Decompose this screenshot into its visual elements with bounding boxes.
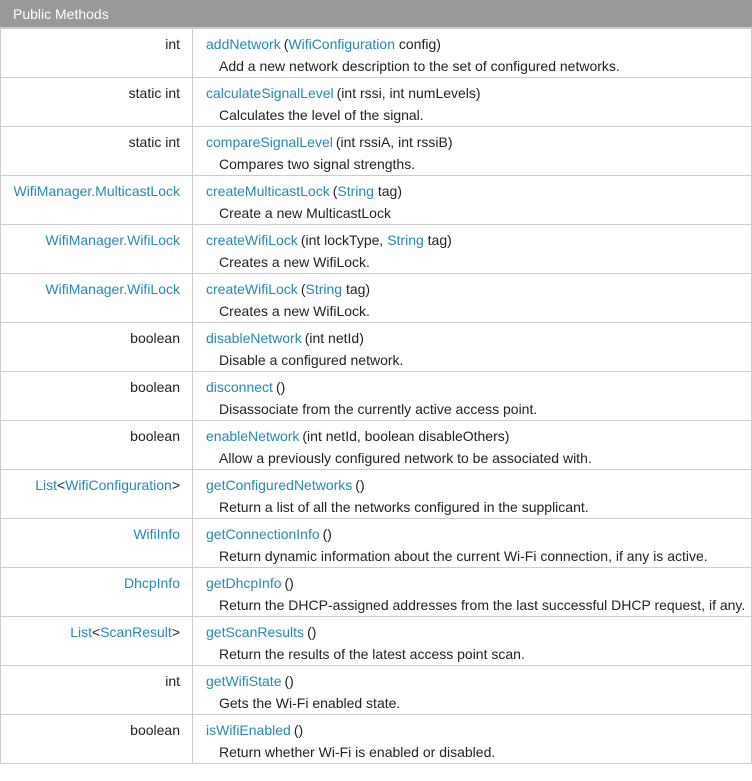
method-row [1,568,752,617]
method-name-link[interactable]: addNetwork [206,36,281,52]
return-type-text: static int [128,134,180,150]
method-signature-cell [193,225,752,274]
return-type-cell [1,29,193,78]
method-description: Creates a new WifiLock. [219,254,370,270]
method-params [284,36,441,52]
param-text: tag) [373,183,402,199]
method-name-link[interactable]: disconnect [206,379,273,395]
param-text: () [322,526,332,542]
param-type-link[interactable]: String [387,232,424,248]
method-row [1,617,752,666]
method-params [276,379,285,395]
param-text: tag) [423,232,452,248]
method-name-link[interactable]: getWifiState [206,673,282,689]
method-row [1,470,752,519]
method-signature-cell [193,470,752,519]
method-params [302,428,509,444]
return-type-cell [1,372,193,421]
method-row [1,323,752,372]
method-description: Disassociate from the currently active access point. [219,401,538,417]
method-signature-cell [193,617,752,666]
method-params [301,232,452,248]
method-name-link[interactable]: getConnectionInfo [206,526,320,542]
section-title: Public Methods [13,6,109,22]
return-type-cell: List<WifiConfiguration> [1,470,193,519]
method-params [284,673,293,689]
method-name-link[interactable]: compareSignalLevel [206,134,333,150]
param-text: () [293,722,304,738]
return-type-cell: List<ScanResult> [1,617,193,666]
method-params [333,183,402,199]
method-description: Compares two signal strengths. [219,156,416,172]
return-type-cell [1,519,193,568]
return-type-text: boolean [130,379,180,395]
method-signature-cell [193,323,752,372]
method-params [355,477,364,493]
param-text: config) [394,36,441,52]
method-description: Creates a new WifiLock. [219,303,370,319]
return-type-link[interactable]: WifiManager.WifiLock [45,281,180,297]
return-type-text: int [165,36,180,52]
method-params [337,85,481,101]
method-row [1,176,752,225]
param-text: ( [300,281,306,297]
method-description: Create a new MulticastLock [219,205,391,221]
return-type-text: int [165,673,180,689]
method-description: Return whether Wi-Fi is enabled or disabled. [219,744,496,760]
return-type-text: boolean [130,428,180,444]
return-type-link[interactable]: WifiInfo [133,526,180,542]
param-text: (int rssiA, int rssiB) [335,134,453,150]
method-name-link[interactable]: isWifiEnabled [206,722,291,738]
method-row [1,372,752,421]
method-description: Allow a previously configured network to be associated with. [219,450,592,466]
method-row [1,274,752,323]
method-description: Return the results of the latest access point scan. [219,646,525,662]
return-type-link[interactable]: ScanResult [100,624,172,640]
method-params [323,526,332,542]
section-header [0,0,752,28]
method-params [307,624,316,640]
method-row [1,127,752,176]
method-name-link[interactable]: getDhcpInfo [206,575,282,591]
return-type-text: static int [128,85,180,101]
return-type-link[interactable]: WifiManager.WifiLock [45,232,180,248]
param-type-link[interactable]: String [305,281,343,297]
param-text: ( [332,183,338,199]
method-signature-cell [193,715,752,764]
method-signature-cell [193,127,752,176]
method-description: Gets the Wi-Fi enabled state. [219,695,401,711]
method-signature-cell [193,176,752,225]
method-signature-cell [193,78,752,127]
method-description: Disable a configured network. [219,352,404,368]
return-type-link[interactable]: List [70,624,93,640]
return-type-cell [1,127,193,176]
return-type-cell [1,176,193,225]
method-name-link[interactable]: createWifiLock [206,281,298,297]
method-name-link[interactable]: getConfiguredNetworks [206,477,353,493]
method-signature-cell [193,421,752,470]
return-type-suffix: > [171,477,180,493]
param-text: (int netId, boolean disableOthers) [302,428,510,444]
method-description: Add a new network description to the set of configured networks. [219,58,620,74]
param-type-link[interactable]: WifiConfiguration [288,36,395,52]
method-row [1,666,752,715]
param-text: () [284,575,294,591]
return-type-link[interactable]: WifiConfiguration [65,477,172,493]
method-description: Calculates the level of the signal. [219,107,424,123]
method-row [1,421,752,470]
method-params [294,722,303,738]
param-type-link[interactable]: String [337,183,374,199]
return-type-cell [1,568,193,617]
method-name-link[interactable]: enableNetwork [206,428,300,444]
method-signature-cell [193,568,752,617]
param-text: ( [283,36,289,52]
method-description: Return dynamic information about the current Wi-Fi connection, if any is active. [219,548,708,564]
method-signature-cell [193,372,752,421]
return-type-text: boolean [130,722,180,738]
method-name-link[interactable]: disableNetwork [206,330,302,346]
param-text: () [275,379,286,395]
method-row [1,78,752,127]
method-params [336,134,453,150]
method-params [285,575,294,591]
return-type-link[interactable]: List [35,477,58,493]
methods-table [0,28,752,764]
param-text: () [284,673,294,689]
param-text: (int rssi, int numLevels) [336,85,481,101]
method-row [1,715,752,764]
return-type-cell [1,421,193,470]
return-type-suffix: > [171,624,180,640]
method-signature-cell [193,666,752,715]
return-type-cell [1,274,193,323]
param-text: (int lockType, [300,232,388,248]
method-name-link[interactable]: createMulticastLock [206,183,330,199]
method-description: Return a list of all the networks configured in the supplicant. [219,499,589,515]
param-text: tag) [342,281,371,297]
method-name-link[interactable]: createWifiLock [206,232,298,248]
param-text: () [307,624,317,640]
method-params [305,330,364,346]
method-name-link[interactable]: calculateSignalLevel [206,85,334,101]
return-type-cell [1,323,193,372]
method-signature-cell [193,274,752,323]
return-type-link[interactable]: DhcpInfo [123,575,180,591]
return-type-text: boolean [130,330,180,346]
method-description: Return the DHCP-assigned addresses from the last successful DHCP request, if any. [219,597,746,613]
method-row [1,29,752,78]
method-signature-cell [193,29,752,78]
method-name-link[interactable]: getScanResults [206,624,305,640]
param-text: () [355,477,365,493]
method-row [1,519,752,568]
method-row [1,225,752,274]
return-type-cell [1,225,193,274]
method-params [301,281,370,297]
return-type-cell [1,666,193,715]
return-type-link[interactable]: WifiManager.MulticastLock [13,183,180,199]
param-text: (int netId) [304,330,364,346]
return-type-cell [1,78,193,127]
method-signature-cell [193,519,752,568]
return-type-cell [1,715,193,764]
